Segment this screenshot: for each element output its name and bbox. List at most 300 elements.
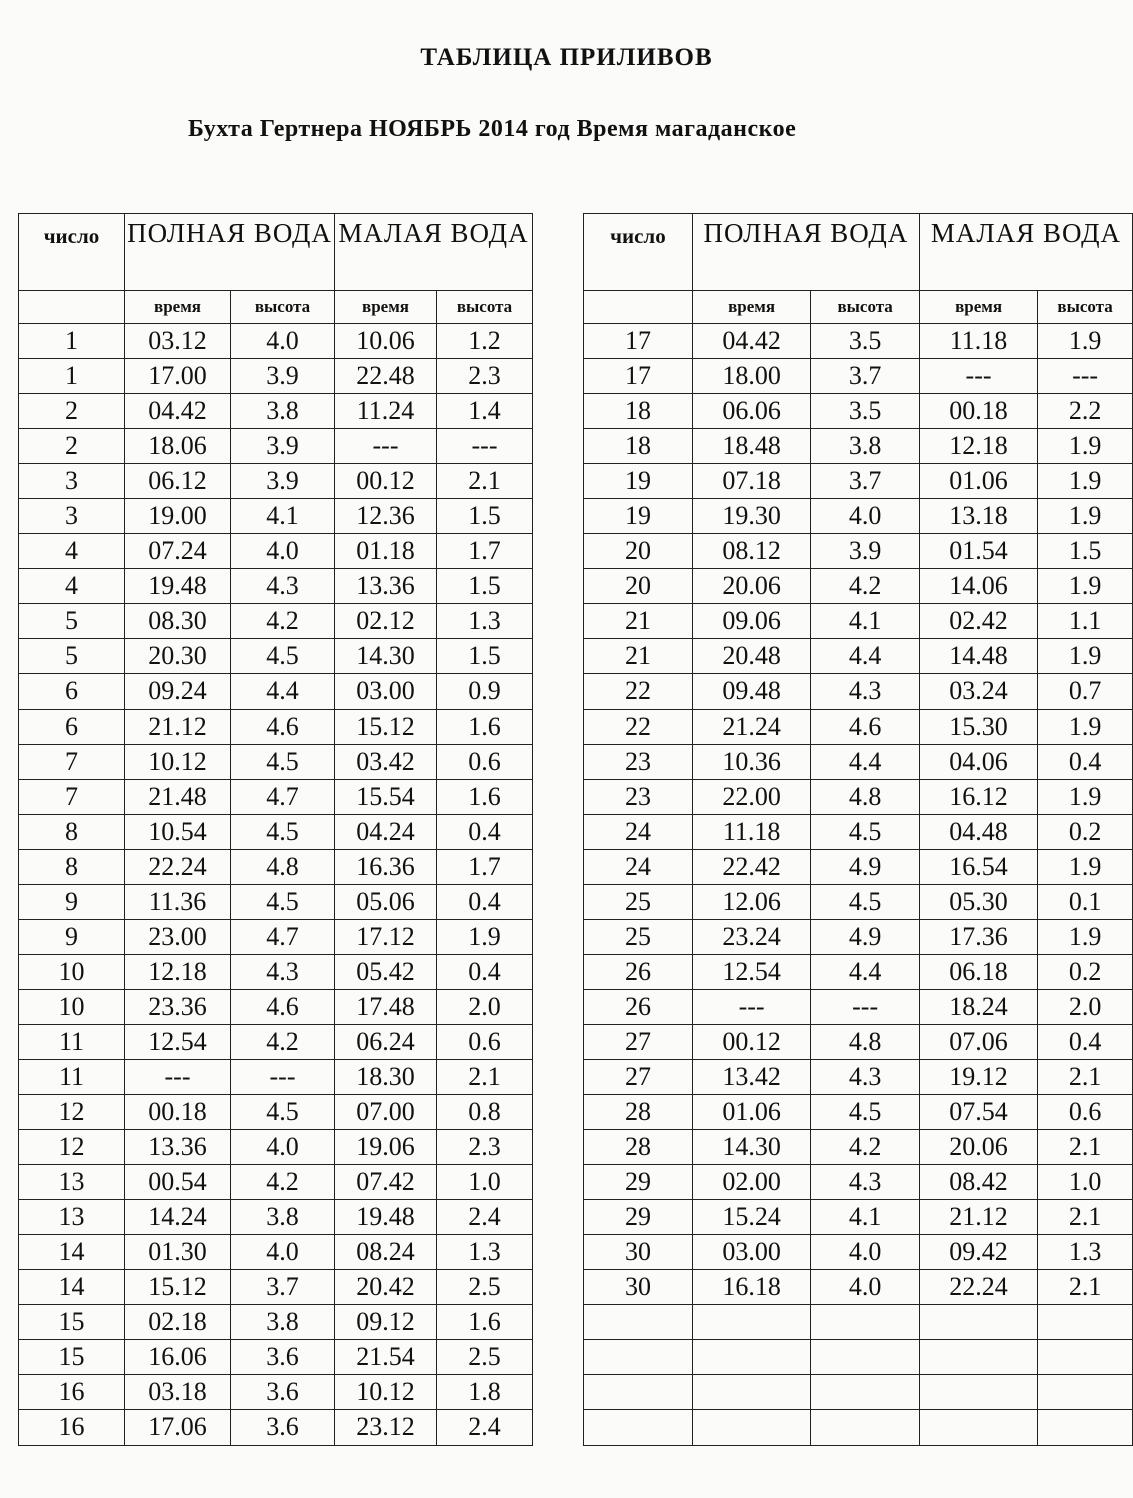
- day-cell: 14: [19, 1235, 125, 1270]
- low-height-cell: 1.6: [437, 709, 533, 744]
- low-height-cell: 1.9: [1038, 849, 1133, 884]
- table-row: [584, 499, 1133, 534]
- high-height-cell: 4.5: [231, 814, 335, 849]
- table-row: [19, 394, 533, 429]
- low-time-cell: 04.06: [919, 744, 1037, 779]
- table-row: [584, 954, 1133, 989]
- low-time-cell: 06.18: [919, 954, 1037, 989]
- day-cell: 29: [584, 1200, 693, 1235]
- high-height-cell: 4.3: [231, 569, 335, 604]
- table-row: [584, 814, 1133, 849]
- table-row: [19, 1200, 533, 1235]
- high-height-cell: 3.9: [231, 359, 335, 394]
- high-time-cell: 00.18: [125, 1095, 231, 1130]
- high-height-cell: [811, 1340, 920, 1375]
- low-height-cell: 1.3: [1038, 1235, 1133, 1270]
- low-height-cell: 0.2: [1038, 954, 1133, 989]
- low-height-cell: 1.9: [1038, 919, 1133, 954]
- low-time-cell: 05.42: [335, 954, 437, 989]
- day-cell: 25: [584, 919, 693, 954]
- table-row: [584, 1200, 1133, 1235]
- table-row: [19, 1235, 533, 1270]
- page-title: ТАБЛИЦА ПРИЛИВОВ: [420, 44, 713, 71]
- high-time-cell: 15.12: [125, 1270, 231, 1305]
- day-cell: 5: [19, 639, 125, 674]
- low-time-cell: 03.00: [335, 674, 437, 709]
- header-day-blank: [584, 291, 693, 324]
- high-time-cell: 02.18: [125, 1305, 231, 1340]
- high-height-cell: 3.8: [231, 394, 335, 429]
- table-row: [584, 1270, 1133, 1305]
- low-height-cell: 0.6: [437, 1024, 533, 1059]
- table-row: [19, 1095, 533, 1130]
- table-row: [584, 1410, 1133, 1445]
- day-cell: 3: [19, 464, 125, 499]
- low-height-cell: 0.8: [437, 1095, 533, 1130]
- high-time-cell: [692, 1410, 810, 1445]
- table-row: [19, 674, 533, 709]
- low-height-cell: 1.6: [437, 1305, 533, 1340]
- day-cell: 30: [584, 1235, 693, 1270]
- high-time-cell: 23.24: [692, 919, 810, 954]
- low-height-cell: 2.4: [437, 1410, 533, 1445]
- day-cell: 1: [19, 359, 125, 394]
- low-time-cell: 15.30: [919, 709, 1037, 744]
- low-height-cell: 1.0: [1038, 1165, 1133, 1200]
- table-row: [584, 324, 1133, 359]
- high-time-cell: 12.54: [125, 1024, 231, 1059]
- day-cell: 15: [19, 1340, 125, 1375]
- high-height-cell: 4.0: [811, 1270, 920, 1305]
- high-time-cell: 10.54: [125, 814, 231, 849]
- day-cell: 20: [584, 534, 693, 569]
- day-cell: 26: [584, 989, 693, 1024]
- low-time-cell: [919, 1410, 1037, 1445]
- day-cell: 12: [19, 1130, 125, 1165]
- table-row: [584, 744, 1133, 779]
- high-time-cell: 19.48: [125, 569, 231, 604]
- low-time-cell: 11.18: [919, 324, 1037, 359]
- high-time-cell: 15.24: [692, 1200, 810, 1235]
- low-time-cell: 16.36: [335, 849, 437, 884]
- high-height-cell: 3.7: [811, 464, 920, 499]
- high-time-cell: 22.42: [692, 849, 810, 884]
- day-cell: 7: [19, 744, 125, 779]
- day-cell: 16: [19, 1410, 125, 1445]
- low-time-cell: 02.12: [335, 604, 437, 639]
- high-height-cell: 4.2: [231, 604, 335, 639]
- header-high-time: время: [692, 291, 810, 324]
- high-time-cell: 13.36: [125, 1130, 231, 1165]
- high-height-cell: 4.8: [811, 1024, 920, 1059]
- day-cell: 21: [584, 639, 693, 674]
- table-row: [584, 394, 1133, 429]
- low-height-cell: [1038, 1340, 1133, 1375]
- header-day-blank: [19, 291, 125, 324]
- low-time-cell: 21.54: [335, 1340, 437, 1375]
- day-cell: 24: [584, 849, 693, 884]
- day-cell: 18: [584, 394, 693, 429]
- high-time-cell: 02.00: [692, 1165, 810, 1200]
- day-cell: 5: [19, 604, 125, 639]
- low-time-cell: 14.06: [919, 569, 1037, 604]
- high-time-cell: 07.24: [125, 534, 231, 569]
- high-time-cell: 14.30: [692, 1130, 810, 1165]
- high-height-cell: 4.0: [231, 324, 335, 359]
- low-height-cell: 2.1: [1038, 1130, 1133, 1165]
- low-height-cell: 0.4: [437, 954, 533, 989]
- low-time-cell: 11.24: [335, 394, 437, 429]
- high-time-cell: 04.42: [692, 324, 810, 359]
- high-time-cell: 21.12: [125, 709, 231, 744]
- day-cell: 11: [19, 1024, 125, 1059]
- header-day: число: [19, 214, 125, 291]
- day-cell: 21: [584, 604, 693, 639]
- day-cell: 30: [584, 1270, 693, 1305]
- low-height-cell: 2.4: [437, 1200, 533, 1235]
- high-time-cell: 11.18: [692, 814, 810, 849]
- high-time-cell: 21.24: [692, 709, 810, 744]
- day-cell: 9: [19, 919, 125, 954]
- table-row: [19, 1340, 533, 1375]
- low-time-cell: 18.24: [919, 989, 1037, 1024]
- low-time-cell: 07.06: [919, 1024, 1037, 1059]
- high-time-cell: 03.00: [692, 1235, 810, 1270]
- low-time-cell: 17.36: [919, 919, 1037, 954]
- low-time-cell: 04.48: [919, 814, 1037, 849]
- high-height-cell: 4.0: [811, 499, 920, 534]
- high-height-cell: 4.8: [811, 779, 920, 814]
- low-time-cell: 22.24: [919, 1270, 1037, 1305]
- low-time-cell: 03.24: [919, 674, 1037, 709]
- low-time-cell: 21.12: [919, 1200, 1037, 1235]
- high-time-cell: 12.18: [125, 954, 231, 989]
- table-row: [19, 1059, 533, 1094]
- high-height-cell: 3.6: [231, 1340, 335, 1375]
- high-height-cell: 4.5: [231, 639, 335, 674]
- high-time-cell: [692, 1305, 810, 1340]
- low-height-cell: 1.5: [437, 639, 533, 674]
- high-height-cell: [811, 1375, 920, 1410]
- high-height-cell: 4.0: [811, 1235, 920, 1270]
- high-height-cell: 3.8: [811, 429, 920, 464]
- low-height-cell: 0.2: [1038, 814, 1133, 849]
- low-time-cell: 22.48: [335, 359, 437, 394]
- high-time-cell: ---: [692, 989, 810, 1024]
- tide-rows-left: [19, 324, 533, 1446]
- high-time-cell: 09.24: [125, 674, 231, 709]
- day-cell: 7: [19, 779, 125, 814]
- day-cell: [584, 1340, 693, 1375]
- tide-rows-right: [584, 324, 1133, 1446]
- day-cell: 20: [584, 569, 693, 604]
- high-time-cell: [692, 1340, 810, 1375]
- low-time-cell: 15.12: [335, 709, 437, 744]
- low-time-cell: 15.54: [335, 779, 437, 814]
- table-row: [584, 1340, 1133, 1375]
- low-time-cell: [919, 1305, 1037, 1340]
- high-time-cell: 08.30: [125, 604, 231, 639]
- high-height-cell: 3.9: [231, 464, 335, 499]
- high-height-cell: 3.7: [231, 1270, 335, 1305]
- high-height-cell: 4.1: [811, 1200, 920, 1235]
- low-time-cell: 08.24: [335, 1235, 437, 1270]
- high-time-cell: 00.54: [125, 1165, 231, 1200]
- header-day: число: [584, 214, 693, 291]
- low-height-cell: 1.1: [1038, 604, 1133, 639]
- table-row: [584, 429, 1133, 464]
- high-time-cell: 00.12: [692, 1024, 810, 1059]
- high-time-cell: 11.36: [125, 884, 231, 919]
- high-height-cell: 4.1: [231, 499, 335, 534]
- high-time-cell: 13.42: [692, 1059, 810, 1094]
- high-height-cell: 4.4: [231, 674, 335, 709]
- high-height-cell: 4.0: [231, 1235, 335, 1270]
- day-cell: 15: [19, 1305, 125, 1340]
- low-height-cell: 2.5: [437, 1270, 533, 1305]
- high-height-cell: 4.9: [811, 849, 920, 884]
- table-row: [584, 1059, 1133, 1094]
- low-height-cell: 2.5: [437, 1340, 533, 1375]
- high-time-cell: 16.18: [692, 1270, 810, 1305]
- low-height-cell: 1.9: [1038, 709, 1133, 744]
- low-time-cell: 14.30: [335, 639, 437, 674]
- low-time-cell: 20.06: [919, 1130, 1037, 1165]
- tide-table-right: [583, 213, 1133, 1446]
- high-height-cell: 3.5: [811, 394, 920, 429]
- day-cell: 22: [584, 709, 693, 744]
- high-time-cell: 20.06: [692, 569, 810, 604]
- low-time-cell: 17.48: [335, 989, 437, 1024]
- high-height-cell: 4.2: [231, 1024, 335, 1059]
- low-height-cell: 2.2: [1038, 394, 1133, 429]
- high-time-cell: 16.06: [125, 1340, 231, 1375]
- day-cell: 23: [584, 779, 693, 814]
- high-height-cell: 4.7: [231, 779, 335, 814]
- low-height-cell: 0.4: [437, 814, 533, 849]
- high-time-cell: 21.48: [125, 779, 231, 814]
- low-height-cell: ---: [1038, 359, 1133, 394]
- high-time-cell: 01.30: [125, 1235, 231, 1270]
- day-cell: 3: [19, 499, 125, 534]
- table-row: [584, 779, 1133, 814]
- day-cell: 6: [19, 709, 125, 744]
- high-time-cell: 12.06: [692, 884, 810, 919]
- table-row: [19, 744, 533, 779]
- day-cell: 1: [19, 324, 125, 359]
- low-height-cell: [1038, 1410, 1133, 1445]
- low-time-cell: 00.18: [919, 394, 1037, 429]
- high-height-cell: 4.2: [811, 1130, 920, 1165]
- low-time-cell: 01.18: [335, 534, 437, 569]
- high-time-cell: 19.00: [125, 499, 231, 534]
- high-height-cell: 3.6: [231, 1375, 335, 1410]
- low-height-cell: 1.3: [437, 604, 533, 639]
- high-time-cell: 18.48: [692, 429, 810, 464]
- low-time-cell: 01.06: [919, 464, 1037, 499]
- high-height-cell: 3.9: [811, 534, 920, 569]
- day-cell: 23: [584, 744, 693, 779]
- header-low-time: время: [335, 291, 437, 324]
- high-time-cell: 23.36: [125, 989, 231, 1024]
- low-height-cell: 1.3: [437, 1235, 533, 1270]
- high-height-cell: 3.6: [231, 1410, 335, 1445]
- low-height-cell: 1.6: [437, 779, 533, 814]
- low-height-cell: 1.8: [437, 1375, 533, 1410]
- low-height-cell: 0.6: [1038, 1095, 1133, 1130]
- low-height-cell: 0.4: [1038, 1024, 1133, 1059]
- day-cell: 17: [584, 324, 693, 359]
- low-time-cell: 01.54: [919, 534, 1037, 569]
- day-cell: 28: [584, 1130, 693, 1165]
- low-height-cell: 1.9: [1038, 779, 1133, 814]
- low-time-cell: 10.12: [335, 1375, 437, 1410]
- high-height-cell: 4.8: [231, 849, 335, 884]
- table-row: [584, 849, 1133, 884]
- table-row: [19, 1165, 533, 1200]
- high-height-cell: 4.9: [811, 919, 920, 954]
- table-row: [19, 429, 533, 464]
- high-height-cell: 4.6: [231, 989, 335, 1024]
- low-height-cell: [1038, 1305, 1133, 1340]
- high-time-cell: 18.06: [125, 429, 231, 464]
- low-time-cell: 10.06: [335, 324, 437, 359]
- table-row: [19, 639, 533, 674]
- low-time-cell: 02.42: [919, 604, 1037, 639]
- high-height-cell: 4.5: [231, 744, 335, 779]
- high-height-cell: 4.4: [811, 744, 920, 779]
- table-row: [584, 569, 1133, 604]
- table-row: [19, 779, 533, 814]
- high-time-cell: 22.00: [692, 779, 810, 814]
- high-height-cell: 4.6: [811, 709, 920, 744]
- low-height-cell: 1.9: [1038, 499, 1133, 534]
- table-row: [19, 464, 533, 499]
- low-height-cell: 1.9: [1038, 639, 1133, 674]
- high-height-cell: 4.1: [811, 604, 920, 639]
- table-row: [19, 1130, 533, 1165]
- header-high-water: ПОЛНАЯ ВОДА: [125, 214, 335, 291]
- header-low-water: МАЛАЯ ВОДА: [919, 214, 1132, 291]
- high-height-cell: 4.5: [811, 884, 920, 919]
- day-cell: 14: [19, 1270, 125, 1305]
- header-high-time: время: [125, 291, 231, 324]
- high-time-cell: 09.48: [692, 674, 810, 709]
- page-subtitle: Бухта Гертнера НОЯБРЬ 2014 год Время магаданское: [188, 116, 797, 142]
- low-height-cell: 1.9: [1038, 464, 1133, 499]
- table-row: [584, 1165, 1133, 1200]
- low-height-cell: 1.9: [1038, 569, 1133, 604]
- low-time-cell: 05.30: [919, 884, 1037, 919]
- high-height-cell: 4.5: [231, 1095, 335, 1130]
- high-time-cell: 03.18: [125, 1375, 231, 1410]
- high-height-cell: 4.7: [231, 919, 335, 954]
- high-time-cell: 09.06: [692, 604, 810, 639]
- table-row: [19, 1024, 533, 1059]
- low-height-cell: 2.1: [437, 1059, 533, 1094]
- table-row: [19, 534, 533, 569]
- high-time-cell: 06.06: [692, 394, 810, 429]
- table-row: [19, 1305, 533, 1340]
- high-time-cell: 10.12: [125, 744, 231, 779]
- high-time-cell: [692, 1375, 810, 1410]
- high-time-cell: 07.18: [692, 464, 810, 499]
- low-height-cell: 2.1: [1038, 1270, 1133, 1305]
- day-cell: 19: [584, 464, 693, 499]
- low-time-cell: [919, 1375, 1037, 1410]
- high-height-cell: 3.5: [811, 324, 920, 359]
- high-height-cell: 4.2: [231, 1165, 335, 1200]
- low-time-cell: 20.42: [335, 1270, 437, 1305]
- day-cell: 9: [19, 884, 125, 919]
- table-row: [584, 884, 1133, 919]
- low-height-cell: 2.1: [1038, 1200, 1133, 1235]
- low-time-cell: 17.12: [335, 919, 437, 954]
- low-time-cell: 12.36: [335, 499, 437, 534]
- table-row: [584, 709, 1133, 744]
- high-time-cell: 10.36: [692, 744, 810, 779]
- table-row: [584, 989, 1133, 1024]
- table-row: [584, 464, 1133, 499]
- table-row: [19, 954, 533, 989]
- high-height-cell: 4.3: [231, 954, 335, 989]
- low-time-cell: 19.48: [335, 1200, 437, 1235]
- high-height-cell: 4.5: [811, 814, 920, 849]
- high-height-cell: 4.4: [811, 639, 920, 674]
- low-time-cell: 13.36: [335, 569, 437, 604]
- high-time-cell: 01.06: [692, 1095, 810, 1130]
- low-height-cell: 1.9: [1038, 324, 1133, 359]
- high-time-cell: 06.12: [125, 464, 231, 499]
- high-height-cell: 3.7: [811, 359, 920, 394]
- day-cell: [584, 1305, 693, 1340]
- day-cell: 28: [584, 1095, 693, 1130]
- tide-table-left: [18, 213, 533, 1446]
- table-row: [19, 569, 533, 604]
- header-high-water: ПОЛНАЯ ВОДА: [692, 214, 919, 291]
- high-height-cell: 3.8: [231, 1200, 335, 1235]
- day-cell: 29: [584, 1165, 693, 1200]
- low-height-cell: 0.7: [1038, 674, 1133, 709]
- high-time-cell: 14.24: [125, 1200, 231, 1235]
- low-time-cell: 00.12: [335, 464, 437, 499]
- header-low-height: высота: [1038, 291, 1133, 324]
- table-row: [19, 849, 533, 884]
- low-height-cell: 1.7: [437, 849, 533, 884]
- high-height-cell: 3.9: [231, 429, 335, 464]
- table-row: [584, 1235, 1133, 1270]
- high-time-cell: 03.12: [125, 324, 231, 359]
- low-time-cell: 07.54: [919, 1095, 1037, 1130]
- low-time-cell: 07.00: [335, 1095, 437, 1130]
- header-high-height: высота: [231, 291, 335, 324]
- low-time-cell: 04.24: [335, 814, 437, 849]
- low-time-cell: 06.24: [335, 1024, 437, 1059]
- day-cell: 8: [19, 849, 125, 884]
- day-cell: 2: [19, 394, 125, 429]
- table-row: [584, 1130, 1133, 1165]
- table-row: [19, 324, 533, 359]
- day-cell: 13: [19, 1165, 125, 1200]
- table-row: [584, 639, 1133, 674]
- high-height-cell: 4.0: [231, 1130, 335, 1165]
- low-time-cell: 07.42: [335, 1165, 437, 1200]
- table-row: [19, 359, 533, 394]
- table-row: [19, 709, 533, 744]
- day-cell: 16: [19, 1375, 125, 1410]
- low-time-cell: 19.06: [335, 1130, 437, 1165]
- table-row: [584, 919, 1133, 954]
